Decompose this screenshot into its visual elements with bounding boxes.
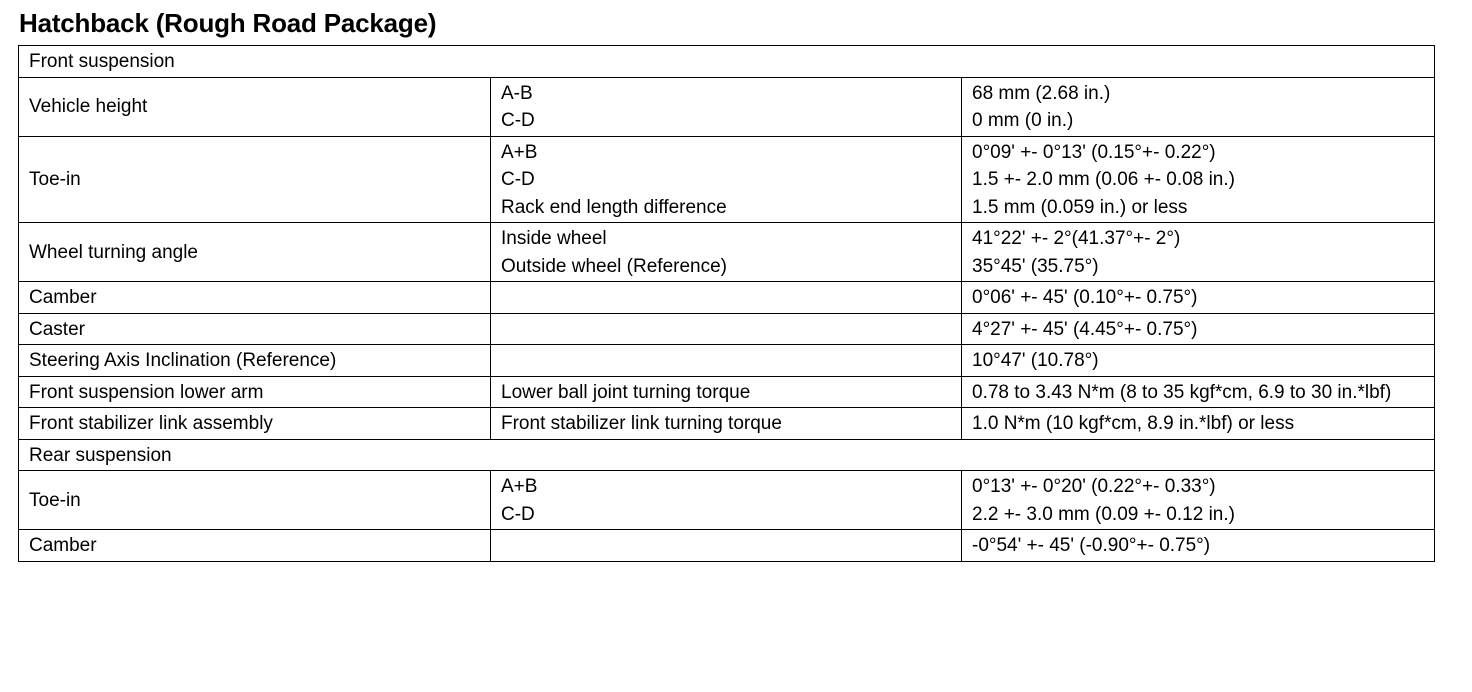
- spec-cell: [962, 282, 1435, 314]
- item-cell: Front suspension lower arm: [19, 376, 491, 408]
- spec-line: 41°22' +- 2°(41.37°+- 2°): [972, 228, 1181, 249]
- spec-cell: [962, 376, 1435, 408]
- spec-cell: [962, 223, 1435, 282]
- table-row: [19, 408, 1435, 440]
- condition-cell: [491, 223, 962, 282]
- spec-line: 0.78 to 3.43 N*m (8 to 35 kgf*cm, 6.9 to 30 in.*lbf): [972, 381, 1392, 403]
- spec-cell: [962, 345, 1435, 377]
- spec-line: 0°06' +- 45' (0.10°+- 0.75°): [972, 287, 1198, 308]
- condition-cell: [491, 77, 962, 136]
- condition-line: Lower ball joint turning torque: [501, 381, 751, 403]
- spec-cell: [962, 77, 1435, 136]
- condition-cell: [491, 530, 962, 562]
- item-cell: Camber: [19, 530, 491, 562]
- spec-line: 0 mm (0 in.): [972, 110, 1074, 131]
- item-cell: Front stabilizer link assembly: [19, 408, 491, 440]
- alignment-spec-table: [18, 45, 1435, 562]
- spec-line: 0°09' +- 0°13' (0.15°+- 0.22°): [972, 141, 1216, 163]
- condition-cell: [491, 345, 962, 377]
- item-cell: Steering Axis Inclination (Reference): [19, 345, 491, 377]
- condition-line: A-B: [501, 82, 533, 104]
- spec-cell: [962, 471, 1435, 530]
- condition-line: A+B: [501, 476, 538, 497]
- condition-line: Outside wheel (Reference): [501, 255, 727, 277]
- spec-line: 10°47' (10.78°): [972, 350, 1099, 371]
- item-cell: Toe-in: [19, 471, 491, 530]
- spec-line: 0°13' +- 0°20' (0.22°+- 0.33°): [972, 476, 1216, 497]
- spec-cell: [962, 530, 1435, 562]
- spec-cell: [962, 136, 1435, 223]
- condition-cell: [491, 408, 962, 440]
- section-header-row: [19, 439, 1435, 471]
- spec-line: 2.2 +- 3.0 mm (0.09 +- 0.12 in.): [972, 503, 1235, 525]
- spec-cell: [962, 408, 1435, 440]
- table-row: [19, 530, 1435, 562]
- item-cell: Toe-in: [19, 136, 491, 223]
- table-row: [19, 376, 1435, 408]
- spec-line: 4°27' +- 45' (4.45°+- 0.75°): [972, 318, 1198, 340]
- condition-line: A+B: [501, 141, 538, 163]
- condition-line: Rack end length difference: [501, 196, 727, 218]
- table-row: [19, 345, 1435, 377]
- spec-cell: [962, 313, 1435, 345]
- condition-line: C-D: [501, 110, 535, 131]
- condition-line: Inside wheel: [501, 228, 607, 249]
- condition-line: Front stabilizer link turning torque: [501, 413, 782, 434]
- page-title: Hatchback (Rough Road Package): [19, 8, 437, 38]
- item-cell: Vehicle height: [19, 77, 491, 136]
- item-cell: Camber: [19, 282, 491, 314]
- table-row: [19, 77, 1435, 136]
- condition-line: C-D: [501, 169, 535, 190]
- condition-cell: [491, 471, 962, 530]
- condition-cell: [491, 282, 962, 314]
- table-row: [19, 471, 1435, 530]
- table-row: [19, 136, 1435, 223]
- spec-line: 1.5 +- 2.0 mm (0.06 +- 0.08 in.): [972, 169, 1235, 190]
- item-cell: Wheel turning angle: [19, 223, 491, 282]
- spec-line: 35°45' (35.75°): [972, 255, 1099, 277]
- table-row: [19, 223, 1435, 282]
- table-row: [19, 282, 1435, 314]
- section-heading: Front suspension: [19, 46, 1435, 78]
- section-header-row: [19, 46, 1435, 78]
- table-row: [19, 313, 1435, 345]
- spec-line: 1.5 mm (0.059 in.) or less: [972, 196, 1188, 218]
- section-heading: Rear suspension: [19, 439, 1435, 471]
- spec-line: 1.0 N*m (10 kgf*cm, 8.9 in.*lbf) or less: [972, 413, 1295, 434]
- condition-cell: [491, 313, 962, 345]
- condition-cell: [491, 376, 962, 408]
- item-cell: Caster: [19, 313, 491, 345]
- condition-line: C-D: [501, 503, 535, 525]
- spec-line: -0°54' +- 45' (-0.90°+- 0.75°): [972, 535, 1211, 556]
- spec-line: 68 mm (2.68 in.): [972, 82, 1111, 104]
- condition-cell: [491, 136, 962, 223]
